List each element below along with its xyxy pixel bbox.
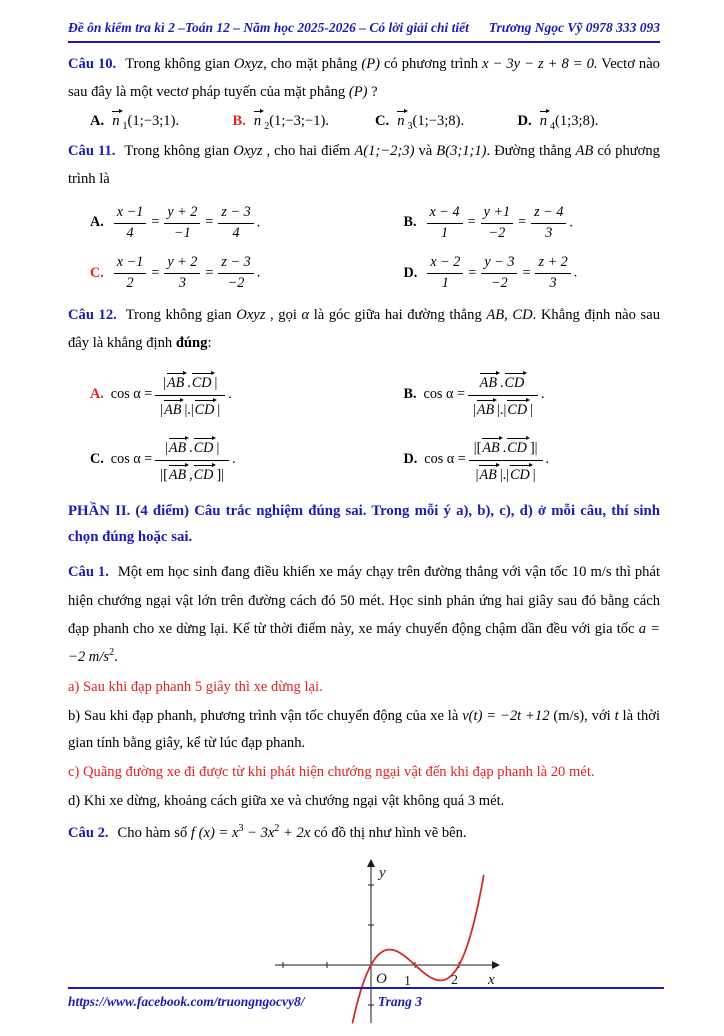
- question-11-text: Câu 11. Trong không gian Oxyz , cho hai điểm A(1;−2;3) và B(3;1;1). Đường thẳng AB có phương trình là: [68, 142, 660, 188]
- q10-option-a: A. n $_1$(1;−3;1).: [90, 110, 233, 130]
- question-11-label: Câu 11.: [68, 142, 116, 159]
- header-title: Đề ôn kiểm tra kì 2 –Toán 12 – Năm học 2025-2026 – Có lời giải chi tiết: [68, 20, 469, 35]
- q11-option-d: D. $\frac{x - 2}{1}$ = $\frac{y - 3}{-2}$ = $\frac{z + 2}{3}$ .: [403, 254, 578, 292]
- question-12-label: Câu 12.: [68, 306, 117, 323]
- statement-a: a) Sau khi đạp phanh 5 giây thì xe dừng lại.: [68, 678, 323, 695]
- correct-answer-label: C.: [90, 264, 104, 281]
- question-12-options: [68, 370, 660, 484]
- q12-option-a: A. cos α = $\frac{|AB .CD |}{|AB |.|CD |}$ .: [90, 370, 404, 419]
- q10-option-c: C. n $_3$(1;−3;8).: [375, 110, 518, 130]
- q11-option-c: C. $\frac{x -1}{2}$ = $\frac{y + 2}{3}$ = $\frac{z - 3}{-2}$ .: [90, 254, 261, 292]
- y-axis-arrow-icon: [367, 859, 375, 867]
- q11-option-b: B. $\frac{x - 4}{1}$ = $\frac{y +1}{-2}$ = $\frac{z - 4}{3}$ .: [403, 203, 573, 241]
- question-10-label: Câu 10.: [68, 56, 117, 72]
- x-tick-label-1: 1: [404, 974, 411, 990]
- page-footer: [68, 987, 664, 1010]
- x-tick-label-2: 2: [451, 973, 458, 989]
- statement-b: b) Sau khi đạp phanh, phương trình vận tốc chuyển động của xe là v(t) = −2t +12 (m/s), với t là thời gian tính bằng giây, kể từ lúc đạp phanh.: [68, 707, 661, 751]
- statement-c: c) Quãng đường xe đi được từ khi phát hiện chướng ngại vật đến khi đạp phanh là 20 mét.: [68, 763, 595, 780]
- correct-answer-label: A.: [90, 385, 104, 402]
- header-author: Trương Ngọc Vỹ 0978 333 093: [488, 20, 660, 35]
- statement-d: d) Khi xe dừng, khoảng cách giữa xe và chướng ngại vật không quá 3 mét.: [68, 792, 505, 809]
- q10-option-d: D. n $_4$(1;3;8).: [518, 110, 661, 130]
- part2-question-1-label: Câu 1.: [68, 564, 109, 581]
- q12-option-d: D. cos α = $\frac{|[AB .CD ]|}{|AB |.|CD |}$ .: [404, 435, 661, 484]
- facebook-link[interactable]: https://www.facebook.com/truongngocvy8/: [68, 994, 305, 1009]
- q11-option-a: A. $\frac{x -1}{4}$ = $\frac{y + 2}{-1}$ = $\frac{z - 3}{4}$ .: [90, 203, 261, 241]
- question-10-options: [68, 110, 660, 130]
- x-axis-label: x: [488, 972, 495, 989]
- part2-question-2-label: Câu 2.: [68, 824, 109, 841]
- q12-option-c: C. cos α = $\frac{|AB .CD |}{|[AB ,CD ]|}$ .: [90, 435, 404, 484]
- y-axis-label: y: [379, 865, 386, 882]
- part2-question-2-text: Câu 2. Cho hàm số f $(x) = x^3 - 3x^2 + 2x$ có đồ thị như hình vẽ bên.: [68, 822, 467, 841]
- part2-question-1-text: Câu 1. Một em học sinh đang điều khiển xe máy chạy trên đường thẳng với vận tốc 10 m/s thì phát hiện chướng ngại vật lớn trên đường cách đó 50 mét. Học sinh phản ứng hai giây sau đó bằng cách đạp phanh cho xe dừng lại. Kể từ thời điểm này, xe máy chuyển động chậm dần đều với gia tốc a = −2 $m/s^2$.: [68, 564, 660, 666]
- question-12-text: Câu 12. Trong không gian Oxyz , gọi α là góc giữa hai đường thẳng AB, CD. Khẳng định nào sau đây là khẳng định đúng:: [68, 306, 660, 352]
- x-axis-arrow-icon: [492, 961, 500, 969]
- part-2-heading: PHẦN II. (4 điểm) Câu trắc nghiệm đúng sai. Trong mỗi ý a), b), c), d) ở mỗi câu, thí sinh chọn đúng hoặc sai.: [68, 502, 660, 546]
- q12-option-b: B. cos α = $\frac{AB .CD}{|AB |.|CD |}$ .: [404, 370, 661, 419]
- correct-answer-label: B.: [232, 112, 246, 129]
- origin-label: O: [376, 971, 387, 988]
- question-11-options: [68, 204, 660, 293]
- page-number: Trang 3: [377, 994, 423, 1009]
- page-header: [68, 20, 660, 43]
- question-10-text: Câu 10. Trong không gian Oxyz, cho mặt phẳng (P) có phương trình x − 3y − z + 8 = 0. Vectơ nào sau đây là một vectơ pháp tuyến của mặt phẳng (P) ?: [68, 56, 660, 101]
- q10-option-b: B. n $_2$(1;−3;−1).: [233, 110, 376, 130]
